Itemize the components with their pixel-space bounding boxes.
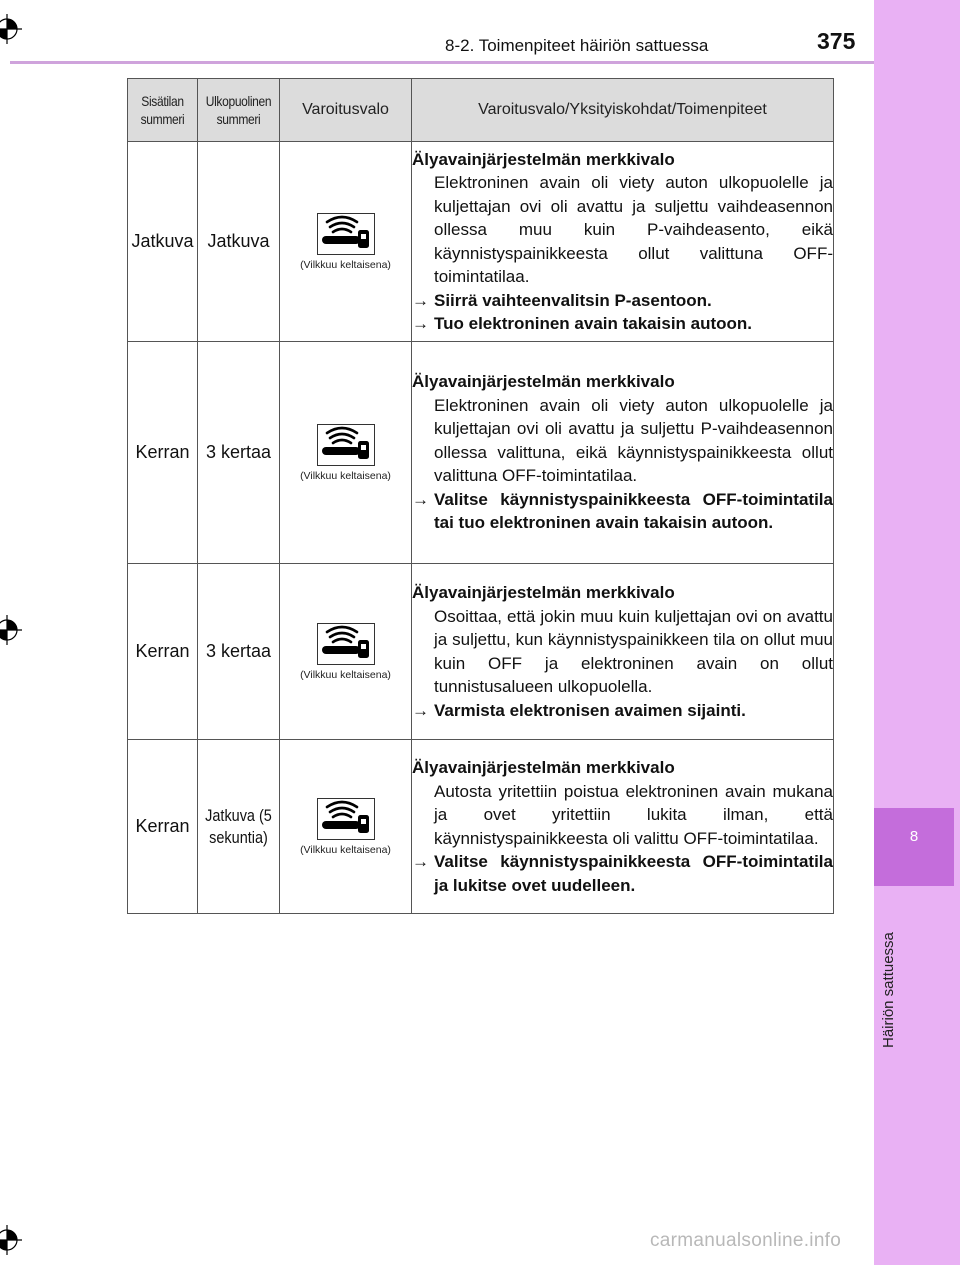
exterior-buzzer-cell: 3 kertaa	[198, 564, 280, 740]
registration-mark-icon	[0, 1225, 22, 1255]
warning-light-cell	[280, 142, 412, 342]
warning-light-cell	[280, 740, 412, 914]
indicator-description: Autosta yritettiin poistua elektroninen avain mukana ja ovet yritettiin lukita ilman, että käynnistyspainikkeesta oli valittu OFF-toimintatilaa.	[434, 781, 833, 848]
arrow-icon: →	[412, 290, 429, 310]
action-step: → Tuo elektroninen avain takaisin autoon.	[412, 312, 833, 336]
section-title: 8-2. Toimenpiteet häiriön sattuessa	[445, 36, 709, 55]
details-cell	[412, 142, 834, 342]
registration-mark-icon	[0, 14, 22, 44]
chapter-label: Häiriön sattuessa	[880, 932, 897, 1048]
header-details: Varoitusvalo/Yksityiskohdat/Toimenpiteet	[412, 79, 834, 142]
exterior-buzzer-cell: Jatkuva (5 sekuntia)	[198, 740, 280, 914]
indicator-description: Elektroninen avain oli viety auton ulkopuolelle ja kuljettajan ovi oli avattu ja suljettu P-vaihdeasennon ollessa valittuna, eikä käynnistyspainikkeesta ollut valittuna OFF-toimintatilaa.	[434, 395, 833, 486]
page-number: 375	[817, 28, 856, 54]
interior-buzzer-cell: Kerran	[128, 564, 198, 740]
action-step: → Varmista elektronisen avaimen sijainti.	[412, 699, 833, 723]
header-warning-light: Varoitusvalo	[280, 79, 412, 142]
indicator-title: Älyavainjärjestelmän merkkivalo	[412, 583, 675, 602]
table-header-row	[128, 79, 834, 142]
icon-caption: (Vilkkuu keltaisena)	[300, 843, 391, 856]
smart-key-system-indicator-icon	[317, 213, 375, 255]
indicator-description: Osoittaa, että jokin muu kuin kuljettajan ovi on avattu ja suljettu, kun käynnistyspainikkeen tila on ollut muu kuin OFF ja elektroninen avain on ollut tunnistusalueen ulkopuolella.	[434, 606, 833, 696]
table-row	[128, 564, 834, 740]
chapter-side-tab	[874, 0, 960, 1265]
smart-key-system-indicator-icon	[317, 424, 375, 466]
warning-light-cell	[280, 564, 412, 740]
indicator-title: Älyavainjärjestelmän merkkivalo	[412, 372, 675, 392]
arrow-icon: →	[412, 700, 429, 720]
chapter-number-box	[874, 808, 954, 886]
icon-caption: (Vilkkuu keltaisena)	[300, 668, 391, 681]
interior-buzzer-cell: Kerran	[128, 740, 198, 914]
interior-buzzer-cell: Kerran	[128, 342, 198, 564]
exterior-buzzer-cell: 3 kertaa	[198, 342, 280, 564]
warning-light-cell	[280, 342, 412, 564]
smart-key-system-indicator-icon	[317, 798, 375, 840]
indicator-description: Elektroninen avain oli viety auton ulkopuolelle ja kuljettajan ovi oli avattu ja suljettu vaihdeasennon ollessa muu kuin P-vaihdeasento, eikä käynnistyspainikkeesta ollut valittuna OFF-toimintatilaa.	[434, 173, 833, 286]
action-step: → Valitse käynnistyspainikkeesta OFF-toimintatila tai tuo elektroninen avain takaisin autoon.	[412, 488, 833, 535]
header-exterior-buzzer: Ulkopuolinen summeri	[198, 79, 280, 142]
action-step: → Siirrä vaihteenvalitsin P-asentoon.	[412, 289, 833, 313]
header-rule	[10, 61, 874, 64]
table-row	[128, 142, 834, 342]
details-cell	[412, 564, 834, 740]
indicator-title: Älyavainjärjestelmän merkkivalo	[412, 758, 675, 777]
action-step: → Valitse käynnistyspainikkeesta OFF-toimintatila ja lukitse ovet uudelleen.	[412, 850, 833, 897]
icon-caption: (Vilkkuu keltaisena)	[300, 258, 391, 271]
chapter-number: 8	[909, 828, 919, 845]
details-cell	[412, 342, 834, 564]
interior-buzzer-cell: Jatkuva	[128, 142, 198, 342]
watermark: carmanualsonline.info	[650, 1230, 842, 1251]
table-row	[128, 342, 834, 564]
indicator-title: Älyavainjärjestelmän merkkivalo	[412, 149, 675, 169]
arrow-icon: →	[412, 489, 429, 509]
table-row	[128, 740, 834, 914]
smart-key-system-indicator-icon	[317, 623, 375, 665]
header-interior-buzzer: Sisätilan summeri	[128, 79, 198, 142]
warning-buzzer-table	[127, 78, 834, 914]
registration-mark-icon	[0, 615, 22, 645]
icon-caption: (Vilkkuu keltaisena)	[300, 469, 391, 482]
arrow-icon: →	[412, 852, 429, 871]
arrow-icon: →	[412, 314, 429, 333]
details-cell	[412, 740, 834, 914]
exterior-buzzer-cell: Jatkuva	[198, 142, 280, 342]
